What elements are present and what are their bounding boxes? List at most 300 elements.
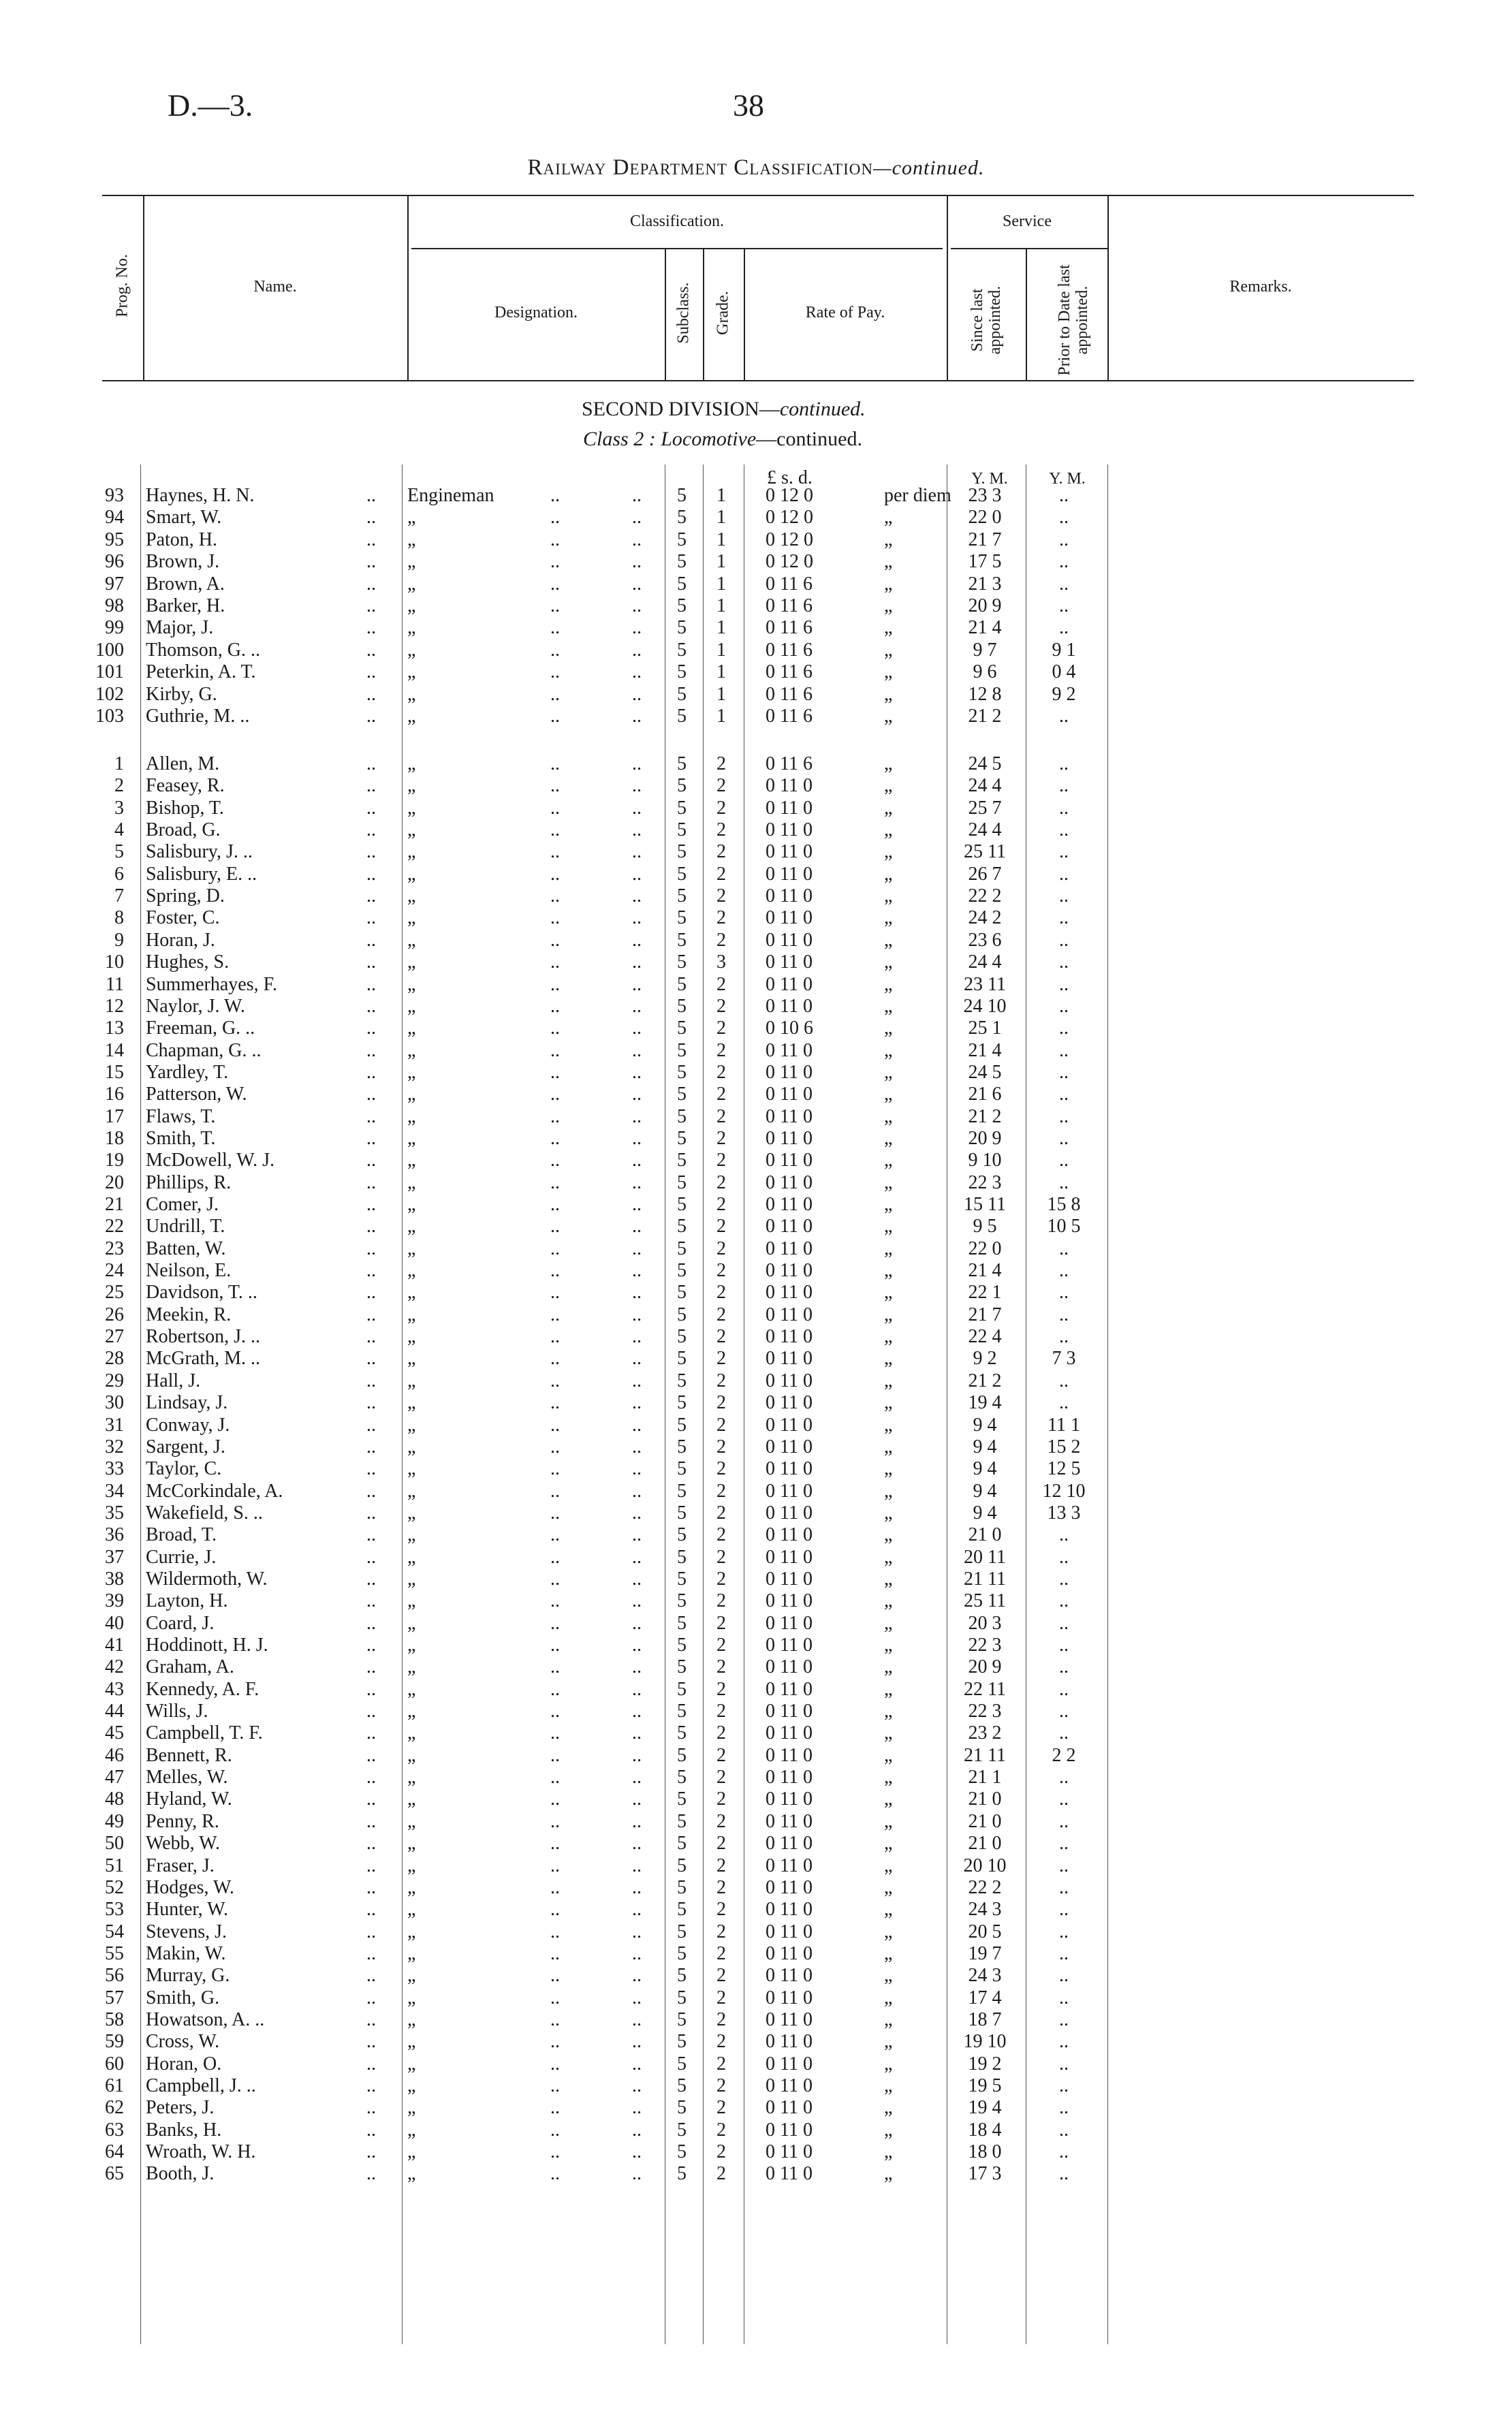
leader-dots: .. (632, 1150, 642, 1171)
leader-dots: .. (550, 1635, 560, 1656)
cell-prior: .. (1059, 1304, 1069, 1325)
cell-grade: 2 (716, 2163, 726, 2185)
cell-per: „ (884, 2141, 893, 2163)
cell-des: „ (407, 2008, 416, 2030)
cell-rate: 0 11 0 (766, 1392, 813, 1414)
cell-rate: 0 11 6 (766, 661, 813, 683)
cell-no: 14 (105, 1039, 124, 1061)
cell-prior: .. (1059, 2075, 1069, 2096)
cell-no: 60 (105, 2053, 124, 2075)
cell-name: Haynes, H. N. (146, 485, 255, 506)
cell-since: 15 11 (964, 1194, 1006, 1215)
leader-dots: .. (366, 2141, 376, 2163)
cell-sub: 5 (677, 529, 687, 550)
cell-sub: 5 (677, 683, 687, 705)
cell-no: 96 (105, 551, 124, 573)
leader-dots: .. (632, 706, 642, 727)
body-rule (703, 464, 704, 2344)
leader-dots: .. (550, 1171, 560, 1193)
cell-since: 9 4 (973, 1436, 997, 1457)
cell-rate: 0 12 0 (766, 485, 813, 506)
cell-per: „ (884, 1216, 893, 1237)
leader-dots: .. (550, 1722, 560, 1744)
leader-dots: .. (550, 595, 560, 616)
cell-name: Paton, H. (146, 529, 217, 550)
cell-grade: 2 (716, 1018, 726, 1039)
leader-dots: .. (632, 841, 642, 863)
cell-name: Banks, H. (146, 2119, 222, 2141)
leader-dots: .. (366, 1237, 376, 1259)
cell-des: „ (407, 617, 416, 639)
cell-per: „ (884, 1127, 893, 1149)
cell-no: 45 (105, 1722, 124, 1744)
cell-sub: 5 (677, 1348, 687, 1370)
cell-per: „ (884, 573, 893, 595)
leader-dots: .. (550, 951, 560, 973)
cell-name: Lindsay, J. (146, 1392, 228, 1414)
leader-dots: .. (632, 1590, 642, 1612)
money-units: £ s. d. (767, 467, 813, 488)
cell-grade: 2 (716, 1524, 726, 1546)
cell-since: 26 7 (968, 863, 1002, 885)
cell-rate: 0 11 0 (766, 1855, 813, 1876)
leader-dots: .. (632, 1171, 642, 1193)
leader-dots: .. (550, 1546, 560, 1568)
cell-des: „ (407, 1237, 416, 1259)
leader-dots: .. (366, 775, 376, 797)
cell-name: Melles, W. (146, 1767, 228, 1788)
cell-des: „ (407, 951, 416, 973)
cell-no: 62 (105, 2097, 124, 2119)
cell-sub: 5 (677, 2008, 687, 2030)
cell-sub: 5 (677, 1127, 687, 1149)
cell-grade: 2 (716, 1039, 726, 1061)
cell-sub: 5 (677, 1370, 687, 1391)
cell-per: „ (884, 841, 893, 863)
cell-per: „ (884, 1568, 893, 1590)
cell-per: „ (884, 507, 893, 529)
cell-per: „ (884, 1414, 893, 1436)
cell-no: 11 (106, 973, 124, 995)
leader-dots: .. (632, 529, 642, 550)
cell-sub: 5 (677, 929, 687, 951)
leader-dots: .. (366, 1921, 376, 1942)
cell-des: „ (407, 1899, 416, 1921)
cell-per: „ (884, 753, 893, 774)
cell-rate: 0 11 0 (766, 1436, 813, 1457)
leader-dots: .. (550, 683, 560, 705)
cell-prior: 12 10 (1042, 1480, 1086, 1502)
section-title (582, 398, 866, 421)
leader-dots: .. (632, 2163, 642, 2185)
cell-prior: .. (1059, 1326, 1069, 1348)
cell-grade: 3 (716, 951, 726, 973)
leader-dots: .. (632, 1744, 642, 1766)
cell-sub: 5 (677, 863, 687, 885)
cell-name: Robertson, J. .. (146, 1326, 260, 1348)
cell-des: „ (407, 1480, 416, 1502)
cell-per: „ (884, 1921, 893, 1942)
cell-rate: 0 10 6 (766, 1018, 813, 1039)
cell-no: 61 (105, 2075, 124, 2096)
cell-per: „ (884, 1701, 893, 1722)
cell-des: „ (407, 1061, 416, 1083)
cell-per: „ (884, 1612, 893, 1634)
leader-dots: .. (632, 1326, 642, 1348)
cell-prior: .. (1059, 1876, 1069, 1898)
cell-sub: 5 (677, 1921, 687, 1942)
leader-dots: .. (366, 1392, 376, 1414)
col-classification: Classification. (630, 212, 724, 230)
cell-prior: .. (1059, 1701, 1069, 1722)
cell-per: „ (884, 2119, 893, 2141)
cell-since: 20 11 (964, 1546, 1006, 1568)
leader-dots: .. (632, 1370, 642, 1391)
section-title-italic: continued. (779, 398, 866, 420)
cell-prior: .. (1059, 973, 1069, 995)
cell-per: „ (884, 551, 893, 573)
cell-des: „ (407, 1524, 416, 1546)
cell-since: 20 10 (963, 1855, 1007, 1876)
cell-prior: .. (1059, 1018, 1069, 1039)
leader-dots: .. (632, 1260, 642, 1282)
leader-dots: .. (550, 973, 560, 995)
cell-per: „ (884, 1436, 893, 1457)
cell-prior: .. (1059, 1084, 1069, 1105)
cell-grade: 2 (716, 1635, 726, 1656)
cell-since: 20 9 (968, 1127, 1002, 1149)
cell-no: 65 (105, 2163, 124, 2185)
leader-dots: .. (366, 2163, 376, 2185)
leader-dots: .. (366, 1546, 376, 1568)
cell-grade: 2 (716, 1855, 726, 1876)
cell-name: Patterson, W. (146, 1084, 247, 1105)
cell-sub: 5 (677, 1942, 687, 1964)
cell-since: 9 4 (973, 1414, 997, 1436)
leader-dots: .. (550, 819, 560, 841)
cell-since: 21 4 (968, 1039, 1002, 1061)
cell-prior: .. (1059, 951, 1069, 973)
cell-des: „ (407, 995, 416, 1017)
cell-grade: 2 (716, 1458, 726, 1480)
cell-name: Barker, H. (146, 595, 225, 616)
cell-rate: 0 11 0 (766, 1899, 813, 1921)
cell-rate: 0 11 0 (766, 1568, 813, 1590)
cell-sub: 5 (677, 1084, 687, 1105)
leader-dots: .. (366, 1899, 376, 1921)
leader-dots: .. (550, 639, 560, 661)
cell-name: Broad, T. (146, 1524, 217, 1546)
leader-dots: .. (632, 1524, 642, 1546)
cell-rate: 0 11 0 (766, 1282, 813, 1304)
cell-since: 25 7 (968, 797, 1002, 819)
cell-no: 20 (105, 1171, 124, 1193)
cell-since: 9 2 (973, 1348, 997, 1370)
cell-since: 19 2 (968, 2053, 1002, 2075)
cell-since: 21 6 (968, 1084, 1002, 1105)
cell-sub: 5 (677, 1414, 687, 1436)
cell-prior: 9 1 (1052, 639, 1076, 661)
cell-no: 35 (105, 1502, 124, 1524)
col-prog-no: Prog. No. (113, 254, 131, 317)
cell-name: Salisbury, J. .. (146, 841, 253, 863)
leader-dots: .. (550, 1590, 560, 1612)
cell-name: Yardley, T. (146, 1061, 229, 1083)
cell-since: 18 4 (968, 2119, 1002, 2141)
leader-dots: .. (550, 1921, 560, 1942)
cell-per: „ (884, 863, 893, 885)
cell-prior: 12 5 (1047, 1458, 1081, 1480)
cell-rate: 0 11 0 (766, 1502, 813, 1524)
cell-rate: 0 11 0 (766, 1105, 813, 1127)
cell-sub: 5 (677, 1260, 687, 1282)
cell-no: 51 (105, 1855, 124, 1876)
cell-grade: 2 (716, 2008, 726, 2030)
cell-prior: .. (1059, 485, 1069, 506)
cell-rate: 0 11 0 (766, 1304, 813, 1325)
cell-des: „ (407, 2163, 416, 2185)
leader-dots: .. (550, 753, 560, 774)
cell-des: „ (407, 775, 416, 797)
leader-dots: .. (366, 951, 376, 973)
leader-dots: .. (632, 1767, 642, 1788)
cell-prior: .. (1059, 1105, 1069, 1127)
cell-rate: 0 11 0 (766, 929, 813, 951)
cell-per: „ (884, 951, 893, 973)
cell-des: „ (407, 863, 416, 885)
cell-des: „ (407, 1326, 416, 1348)
cell-rate: 0 11 0 (766, 995, 813, 1017)
cell-des: „ (407, 661, 416, 683)
leader-dots: .. (632, 683, 642, 705)
leader-dots: .. (632, 2141, 642, 2163)
leader-dots: .. (632, 617, 642, 639)
leader-dots: .. (550, 1216, 560, 1237)
leader-dots: .. (366, 1260, 376, 1282)
cell-prior: .. (1059, 1722, 1069, 1744)
cell-prior: .. (1059, 929, 1069, 951)
cell-rate: 0 11 0 (766, 1480, 813, 1502)
cell-per: „ (884, 1678, 893, 1700)
cell-per: „ (884, 1987, 893, 2008)
cell-name: Naylor, J. W. (146, 995, 245, 1017)
cell-sub: 5 (677, 797, 687, 819)
cell-no: 54 (105, 1921, 124, 1942)
leader-dots: .. (550, 2031, 560, 2053)
cell-no: 37 (105, 1546, 124, 1568)
cell-rate: 0 11 0 (766, 1788, 813, 1810)
cell-per: „ (884, 2053, 893, 2075)
cell-rate: 0 11 0 (766, 973, 813, 995)
cell-rate: 0 11 0 (766, 1635, 813, 1656)
cell-grade: 2 (716, 1788, 726, 1810)
cell-per: per diem (884, 485, 951, 506)
cell-since: 9 4 (973, 1458, 997, 1480)
leader-dots: .. (632, 573, 642, 595)
cell-per: „ (884, 1590, 893, 1612)
cell-no: 6 (114, 863, 124, 885)
cell-name: Coard, J. (146, 1612, 215, 1634)
leader-dots: .. (366, 1744, 376, 1766)
cell-per: „ (884, 1061, 893, 1083)
cell-prior: .. (1059, 2163, 1069, 2185)
leader-dots: .. (366, 551, 376, 573)
cell-since: 21 11 (964, 1744, 1006, 1766)
cell-prior: 7 3 (1052, 1348, 1076, 1370)
cell-no: 36 (105, 1524, 124, 1546)
cell-per: „ (884, 1194, 893, 1215)
cell-rate: 0 11 0 (766, 1656, 813, 1678)
cell-des: „ (407, 1171, 416, 1193)
col-service: Service (1003, 212, 1052, 230)
cell-since: 20 5 (968, 1921, 1002, 1942)
cell-no: 16 (105, 1084, 124, 1105)
leader-dots: .. (632, 2031, 642, 2053)
cell-des: „ (407, 1348, 416, 1370)
cell-since: 9 7 (973, 639, 997, 661)
leader-dots: .. (550, 1987, 560, 2008)
cell-no: 3 (114, 797, 124, 819)
cell-grade: 2 (716, 1612, 726, 1634)
cell-des: „ (407, 1635, 416, 1656)
cell-rate: 0 11 0 (766, 1942, 813, 1964)
cell-name: Kennedy, A. F. (146, 1678, 259, 1700)
cell-rate: 0 11 0 (766, 1237, 813, 1259)
cell-per: „ (884, 1370, 893, 1391)
cell-rate: 0 11 0 (766, 1326, 813, 1348)
cell-rate: 0 11 0 (766, 1722, 813, 1744)
cell-no: 64 (105, 2141, 124, 2163)
cell-rate: 0 11 0 (766, 2119, 813, 2141)
cell-since: 23 2 (968, 1722, 1002, 1744)
cell-name: Summerhayes, F. (146, 973, 277, 995)
cell-since: 25 1 (968, 1018, 1002, 1039)
cell-name: Undrill, T. (146, 1216, 225, 1237)
cell-no: 40 (105, 1612, 124, 1634)
cell-no: 103 (95, 706, 124, 727)
cell-since: 23 11 (964, 973, 1006, 995)
cell-grade: 2 (716, 1744, 726, 1766)
cell-prior: .. (1059, 1127, 1069, 1149)
cell-grade: 2 (716, 929, 726, 951)
cell-prior: .. (1059, 819, 1069, 841)
cell-per: „ (884, 1084, 893, 1105)
cell-grade: 2 (716, 1237, 726, 1259)
cell-since: 24 2 (968, 907, 1002, 929)
cell-since: 23 6 (968, 929, 1002, 951)
cell-name: Conway, J. (146, 1414, 230, 1436)
leader-dots: .. (550, 2008, 560, 2030)
leader-dots: .. (550, 1656, 560, 1678)
leader-dots: .. (632, 1237, 642, 1259)
table-top-rule (102, 195, 1414, 196)
cell-no: 93 (105, 485, 124, 506)
cell-grade: 2 (716, 1876, 726, 1898)
leader-dots: .. (632, 1568, 642, 1590)
cell-since: 24 4 (968, 775, 1002, 797)
leader-dots: .. (366, 1436, 376, 1457)
cell-since: 18 0 (968, 2141, 1002, 2163)
leader-dots: .. (632, 2053, 642, 2075)
leader-dots: .. (550, 2141, 560, 2163)
col-rate: Rate of Pay. (805, 304, 885, 321)
cell-des: „ (407, 973, 416, 995)
cell-name: Bishop, T. (146, 797, 224, 819)
cell-rate: 0 11 0 (766, 1612, 813, 1634)
cell-no: 55 (105, 1942, 124, 1964)
cell-des: „ (407, 2119, 416, 2141)
leader-dots: .. (550, 1105, 560, 1127)
leader-dots: .. (366, 1370, 376, 1391)
cell-per: „ (884, 1833, 893, 1855)
cell-per: „ (884, 2031, 893, 2053)
cell-grade: 2 (716, 1171, 726, 1193)
cell-no: 95 (105, 529, 124, 550)
cell-name: Broad, G. (146, 819, 221, 841)
cell-sub: 5 (677, 551, 687, 573)
leader-dots: .. (366, 1061, 376, 1083)
leader-dots: .. (550, 1084, 560, 1105)
cell-since: 21 4 (968, 617, 1002, 639)
cell-des: „ (407, 2053, 416, 2075)
leader-dots: .. (550, 2163, 560, 2185)
leader-dots: .. (550, 907, 560, 929)
leader-dots: .. (366, 1767, 376, 1788)
leader-dots: .. (632, 1392, 642, 1414)
cell-grade: 2 (716, 2119, 726, 2141)
document-reference: D.—3. (168, 88, 253, 123)
body-rule (140, 464, 141, 2344)
cell-prior: .. (1059, 885, 1069, 907)
cell-no: 34 (105, 1480, 124, 1502)
cell-prior: .. (1059, 1833, 1069, 1855)
cell-no: 59 (105, 2031, 124, 2053)
cell-des: „ (407, 1987, 416, 2008)
leader-dots: .. (632, 1502, 642, 1524)
leader-dots: .. (550, 1524, 560, 1546)
cell-since: 9 10 (968, 1150, 1002, 1171)
cell-no: 12 (105, 995, 124, 1017)
leader-dots: .. (550, 1260, 560, 1282)
cell-per: „ (884, 995, 893, 1017)
cell-per: „ (884, 2008, 893, 2030)
leader-dots: .. (632, 595, 642, 616)
cell-name: Thomson, G. .. (146, 639, 260, 661)
cell-name: Stevens, J. (146, 1921, 227, 1942)
cell-name: Brown, A. (146, 573, 225, 595)
cell-per: „ (884, 1767, 893, 1788)
cell-des: „ (407, 1810, 416, 1832)
leader-dots: .. (632, 1635, 642, 1656)
cell-grade: 1 (716, 551, 726, 573)
cell-prior: .. (1059, 1392, 1069, 1414)
class-subtitle (583, 428, 862, 451)
cell-grade: 2 (716, 1436, 726, 1457)
cell-sub: 5 (677, 1304, 687, 1325)
col-grade: Grade. (714, 291, 732, 335)
cell-grade: 2 (716, 1921, 726, 1942)
leader-dots: .. (632, 1348, 642, 1370)
leader-dots: .. (366, 1039, 376, 1061)
cell-des: „ (407, 2141, 416, 2163)
cell-no: 22 (105, 1216, 124, 1237)
cell-no: 98 (105, 595, 124, 616)
service-rule (951, 248, 1109, 249)
cell-des: „ (407, 573, 416, 595)
cell-rate: 0 11 0 (766, 2097, 813, 2119)
cell-grade: 2 (716, 1105, 726, 1127)
leader-dots: .. (366, 2097, 376, 2119)
